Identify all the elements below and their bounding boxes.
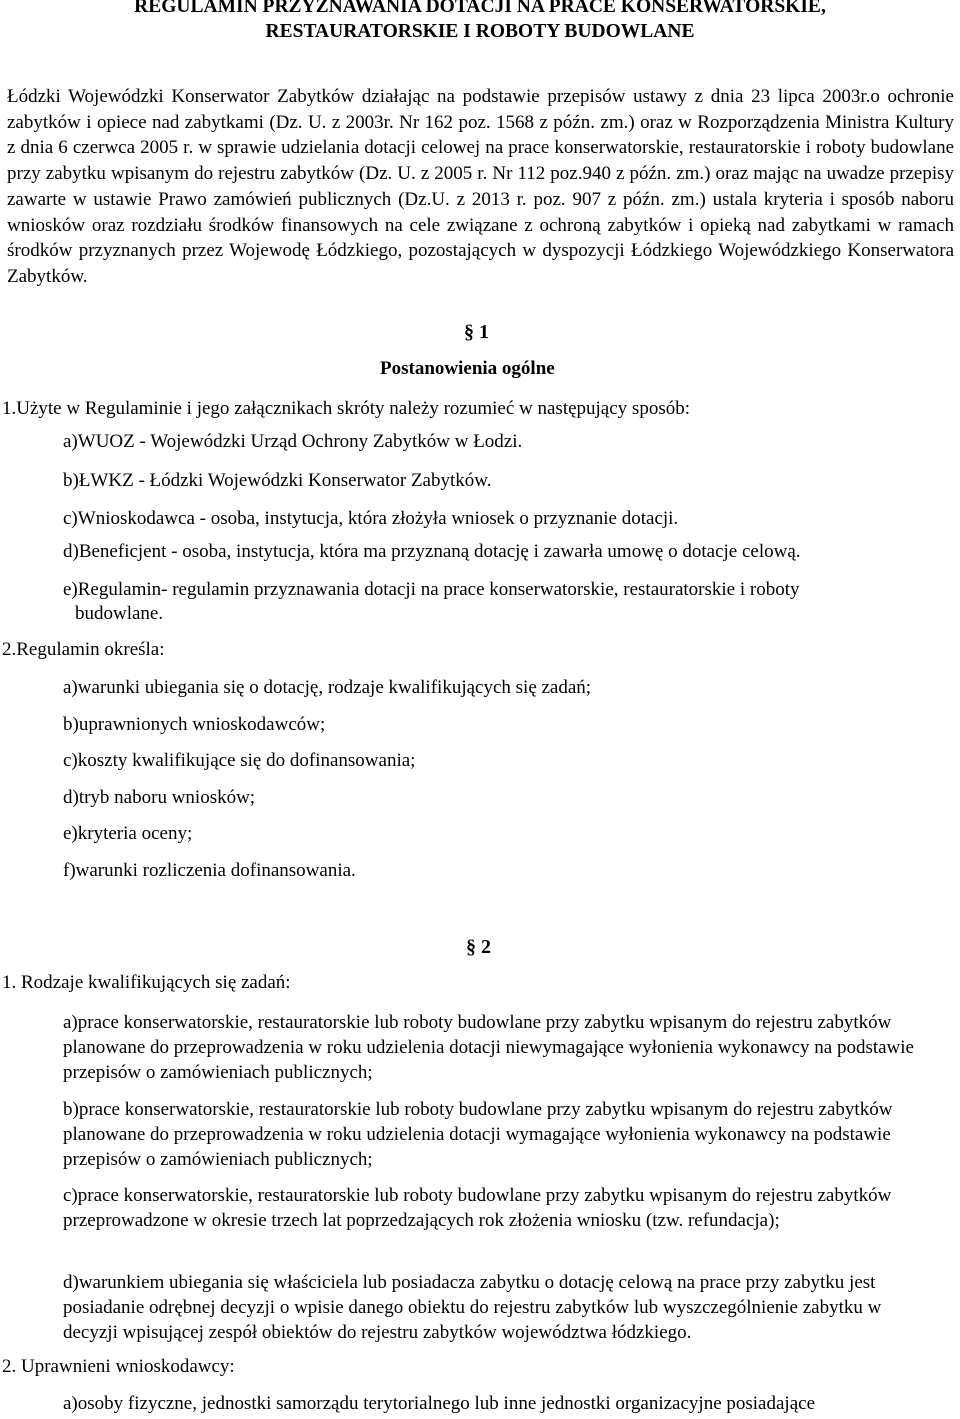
section-2-paragraph-2: 2. Uprawnieni wnioskodawcy: — [2, 1356, 235, 1377]
list-item: d)Beneficjent - osoba, instytucja, która ma przyznaną dotację i zawarła umowę o dotacje celową. — [63, 541, 801, 562]
list-item: b)uprawnionych wnioskodawców; — [63, 714, 326, 735]
list-item: c)koszty kwalifikujące się do dofinansowania; — [63, 750, 416, 771]
list-item: a)prace konserwatorskie, restauratorskie lub roboty budowlane przy zabytku wpisanym do rejestru zabytków planowane do przeprowadzenia w roku udzielenia dotacji niewymagające wyłonienia wykonawcy na podstawie przepisów o zamówieniach publicznych; — [63, 1012, 914, 1083]
list-item: d)tryb naboru wniosków; — [63, 787, 256, 808]
section-1-paragraph-2: 2.Regulamin określa: — [2, 639, 165, 660]
list-item: a)warunki ubiegania się o dotację, rodzaje kwalifikujących się zadań; — [63, 677, 592, 698]
list-item: b)ŁWKZ - Łódzki Wojewódzki Konserwator Zabytków. — [63, 470, 492, 491]
list-item: f)warunki rozliczenia dofinansowania. — [63, 860, 356, 881]
document-title — [0, 0, 960, 44]
list-item: e)Regulamin- regulamin przyznawania dotacji na prace konserwatorskie, restauratorskie i roboty — [63, 579, 800, 600]
list-item: c)prace konserwatorskie, restauratorskie lub roboty budowlane przy zabytku wpisanym do rejestru zabytków przeprowadzone w okresie trzech lat poprzedzających rok złożenia wniosku (tzw. refundacja); — [63, 1185, 892, 1231]
section-1-heading: Postanowienia ogólne — [380, 358, 555, 379]
section-2-mark: § 2 — [466, 936, 491, 958]
section-2-paragraph-1: 1. Rodzaje kwalifikujących się zadań: — [2, 972, 291, 993]
list-item: b)prace konserwatorskie, restauratorskie lub roboty budowlane przy zabytku wpisanym do rejestru zabytków planowane do przeprowadzenia w roku udzielenia dotacji wymagające wyłonienia wykonawcy na podstawie przepisów o zamówieniach publicznych; — [63, 1099, 893, 1170]
intro-paragraph: Łódzki Wojewódzki Konserwator Zabytków działając na podstawie przepisów ustawy z dnia 23 lipca 2003r.o ochronie zabytków i opiece nad zabytkami (Dz. U. z 2003r. Nr 162 poz. 1568 z późn. zm.) oraz w Rozporządzenia Ministra Kultury z dnia 6 czerwca 2005 r. w sprawie udzielania dotacji celowej na prace konserwatorskie, restauratorskie i roboty budowlane przy zabytku wpisanym do rejestru zabytków (Dz. U. z 2005 r. Nr 112 poz.940 z późn. zm.) oraz mając na uwadze przepisy zawarte w ustawie Prawo zamówień publicznych (Dz.U. z 2013 r. poz. 907 z późn. zm.) ustala kryteria i sposób naboru wniosków oraz rozdziału środków finansowych na cele związane z ochroną zabytków i opieką nad zabytkami w ramach środków przyznanych przez Wojewodę Łódzkiego, pozostających w dyspozycji Łódzkiego Wojewódzkiego Konserwatora Zabytków. — [7, 86, 954, 287]
title-line-1: REGULAMIN PRZYZNAWANIA DOTACJI NA PRACE KONSERWATORSKIE, — [134, 0, 826, 17]
list-item: a)WUOZ - Wojewódzki Urząd Ochrony Zabytków w Łodzi. — [63, 431, 523, 452]
list-item: d)warunkiem ubiegania się właściciela lub posiadacza zabytku o dotację celową na prace przy zabytku jest posiadanie odrębnej decyzji o wpisie danego obiektu do rejestru zabytków lub wyszczególnienie zabytku w decyzji wpisującej zespół obiektów do rejestru zabytków województwa łódzkiego. — [63, 1272, 882, 1343]
section-1-paragraph-1: 1.Użyte w Regulaminie i jego załącznikach skróty należy rozumieć w następujący sposób: — [2, 398, 690, 419]
list-item: a)osoby fizyczne, jednostki samorządu terytorialnego lub inne jednostki organizacyjne posiadające — [63, 1393, 816, 1414]
list-item-continuation: budowlane. — [75, 603, 164, 624]
title-line-2: RESTAURATORSKIE I ROBOTY BUDOWLANE — [265, 21, 695, 42]
section-1-mark: § 1 — [464, 321, 489, 343]
list-item: e)kryteria oceny; — [63, 823, 193, 844]
list-item: c)Wnioskodawca - osoba, instytucja, która złożyła wniosek o przyznanie dotacji. — [63, 508, 679, 529]
